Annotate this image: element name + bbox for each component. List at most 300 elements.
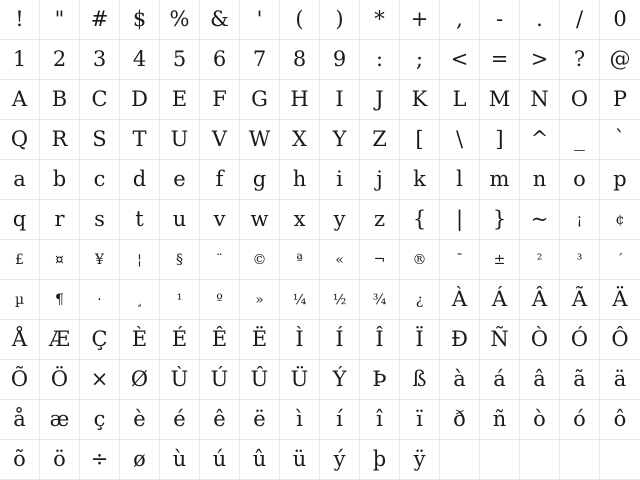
glyph-cell[interactable]: [480, 360, 520, 400]
glyph-cell[interactable]: [0, 280, 40, 320]
glyph-cell[interactable]: [160, 280, 200, 320]
glyph-character: M: [488, 87, 511, 111]
glyph-cell[interactable]: [440, 280, 480, 320]
glyph-cell[interactable]: [80, 80, 120, 120]
glyph-cell[interactable]: [160, 40, 200, 80]
glyph-cell[interactable]: [560, 0, 600, 40]
glyph-cell[interactable]: [160, 160, 200, 200]
glyph-cell[interactable]: [80, 0, 120, 40]
glyph-character: Z: [372, 127, 387, 151]
glyph-cell[interactable]: [520, 0, 560, 40]
glyph-cell[interactable]: [440, 120, 480, 160]
glyph-cell[interactable]: [80, 360, 120, 400]
glyph-cell[interactable]: [80, 160, 120, 200]
glyph-cell[interactable]: [40, 400, 80, 440]
glyph-cell[interactable]: [560, 240, 600, 280]
glyph-cell[interactable]: [400, 80, 440, 120]
glyph-character: ': [256, 7, 263, 31]
glyph-cell[interactable]: [240, 160, 280, 200]
glyph-cell[interactable]: [360, 0, 400, 40]
glyph-cell[interactable]: [0, 40, 40, 80]
glyph-cell[interactable]: [200, 40, 240, 80]
glyph-cell[interactable]: [200, 440, 240, 480]
glyph-cell[interactable]: [320, 160, 360, 200]
glyph-cell[interactable]: [80, 400, 120, 440]
glyph-cell[interactable]: [600, 80, 640, 120]
glyph-character: }: [492, 207, 507, 231]
glyph-cell[interactable]: [520, 360, 560, 400]
glyph-character: u: [172, 207, 187, 231]
glyph-cell[interactable]: [360, 360, 400, 400]
glyph-cell[interactable]: [440, 400, 480, 440]
glyph-character: î: [376, 407, 383, 431]
glyph-character: m: [489, 167, 510, 191]
glyph-cell[interactable]: [200, 0, 240, 40]
glyph-cell[interactable]: [400, 160, 440, 200]
glyph-cell[interactable]: [320, 440, 360, 480]
glyph-character: q: [12, 207, 27, 231]
glyph-cell[interactable]: [320, 400, 360, 440]
glyph-cell[interactable]: [440, 160, 480, 200]
glyph-character: U: [170, 127, 189, 151]
glyph-cell[interactable]: [240, 400, 280, 440]
glyph-cell[interactable]: [400, 440, 440, 480]
glyph-character: H: [290, 87, 309, 111]
glyph-cell[interactable]: [80, 320, 120, 360]
glyph-cell[interactable]: [360, 80, 400, 120]
glyph-character: ?: [573, 47, 586, 71]
glyph-character: *: [374, 7, 385, 31]
glyph-cell[interactable]: [0, 400, 40, 440]
glyph-cell[interactable]: [40, 120, 80, 160]
glyph-cell[interactable]: [360, 280, 400, 320]
glyph-character: â: [533, 367, 546, 391]
glyph-cell[interactable]: [0, 120, 40, 160]
glyph-cell[interactable]: [200, 200, 240, 240]
glyph-cell[interactable]: [280, 40, 320, 80]
glyph-cell[interactable]: [480, 200, 520, 240]
glyph-cell[interactable]: [200, 240, 240, 280]
glyph-character: µ: [14, 291, 25, 308]
glyph-character: ì: [296, 407, 303, 431]
glyph-character: ó: [573, 407, 586, 431]
glyph-character: d: [132, 167, 147, 191]
glyph-cell[interactable]: [40, 320, 80, 360]
glyph-cell[interactable]: [240, 320, 280, 360]
glyph-cell[interactable]: [160, 400, 200, 440]
glyph-cell[interactable]: [560, 400, 600, 440]
glyph-cell[interactable]: [600, 360, 640, 400]
glyph-cell[interactable]: [440, 80, 480, 120]
glyph-character: ³: [576, 251, 583, 268]
glyph-character: 6: [212, 47, 227, 71]
glyph-cell[interactable]: [240, 200, 280, 240]
glyph-cell[interactable]: [280, 240, 320, 280]
glyph-cell[interactable]: [280, 200, 320, 240]
glyph-character: L: [452, 87, 467, 111]
glyph-character: ö: [53, 447, 66, 471]
glyph-character: Ú: [210, 367, 229, 391]
glyph-character: ~: [530, 207, 549, 231]
glyph-cell[interactable]: [480, 160, 520, 200]
glyph-cell[interactable]: [280, 80, 320, 120]
glyph-character: Ô: [611, 327, 629, 351]
glyph-character: Å: [11, 327, 28, 351]
glyph-character: «: [335, 251, 344, 268]
glyph-cell[interactable]: [240, 440, 280, 480]
glyph-cell[interactable]: [520, 120, 560, 160]
glyph-cell[interactable]: [160, 120, 200, 160]
glyph-cell[interactable]: [520, 400, 560, 440]
glyph-cell[interactable]: [440, 240, 480, 280]
glyph-cell[interactable]: [600, 280, 640, 320]
glyph-cell[interactable]: [520, 80, 560, 120]
glyph-cell[interactable]: [280, 440, 320, 480]
glyph-cell[interactable]: [360, 160, 400, 200]
glyph-cell[interactable]: [560, 200, 600, 240]
glyph-character: Ç: [91, 327, 108, 351]
glyph-character: ¾: [372, 291, 387, 308]
glyph-character: ¿: [415, 291, 424, 308]
glyph-cell[interactable]: [600, 440, 640, 480]
glyph-character: [: [415, 127, 424, 151]
glyph-cell[interactable]: [120, 400, 160, 440]
glyph-character: X: [292, 127, 307, 151]
glyph-character: Ø: [130, 367, 149, 391]
glyph-cell[interactable]: [200, 400, 240, 440]
glyph-character: e: [173, 167, 186, 191]
glyph-cell[interactable]: [80, 240, 120, 280]
glyph-character: B: [51, 87, 68, 111]
glyph-cell[interactable]: [400, 360, 440, 400]
glyph-cell[interactable]: [320, 360, 360, 400]
glyph-character: ð: [453, 407, 466, 431]
glyph-character: à: [453, 367, 466, 391]
glyph-character: ¸: [136, 291, 143, 308]
glyph-character: &: [210, 7, 229, 31]
glyph-cell[interactable]: [240, 120, 280, 160]
glyph-character: ¡: [576, 211, 583, 228]
glyph-cell[interactable]: [40, 440, 80, 480]
glyph-cell[interactable]: [360, 120, 400, 160]
glyph-cell[interactable]: [200, 280, 240, 320]
glyph-cell[interactable]: [560, 280, 600, 320]
glyph-character: ;: [415, 47, 424, 71]
glyph-cell[interactable]: [440, 440, 480, 480]
glyph-cell[interactable]: [360, 40, 400, 80]
glyph-character: È: [131, 327, 148, 351]
glyph-character: Ð: [451, 327, 468, 351]
glyph-character: g: [252, 167, 267, 191]
glyph-character: ø: [133, 447, 146, 471]
glyph-cell[interactable]: [200, 80, 240, 120]
glyph-cell[interactable]: [560, 360, 600, 400]
glyph-character: ´: [616, 251, 624, 268]
glyph-character: v: [213, 207, 226, 231]
glyph-cell[interactable]: [520, 440, 560, 480]
glyph-cell[interactable]: [600, 400, 640, 440]
glyph-character: Ý: [332, 367, 347, 391]
glyph-cell[interactable]: [120, 440, 160, 480]
glyph-cell[interactable]: [40, 360, 80, 400]
glyph-character: ¯: [456, 251, 463, 268]
glyph-cell[interactable]: [40, 160, 80, 200]
glyph-cell[interactable]: [280, 280, 320, 320]
glyph-cell[interactable]: [600, 240, 640, 280]
glyph-cell[interactable]: [280, 320, 320, 360]
glyph-cell[interactable]: [240, 0, 280, 40]
glyph-cell[interactable]: [320, 120, 360, 160]
glyph-cell[interactable]: [400, 40, 440, 80]
glyph-character: æ: [49, 407, 70, 431]
glyph-character: I: [335, 87, 344, 111]
glyph-cell[interactable]: [160, 240, 200, 280]
glyph-cell[interactable]: [600, 0, 640, 40]
glyph-cell[interactable]: [280, 400, 320, 440]
glyph-character: ß: [412, 367, 427, 391]
glyph-character: ¢: [615, 211, 625, 228]
glyph-cell[interactable]: [400, 0, 440, 40]
glyph-character: |: [455, 207, 464, 231]
glyph-cell[interactable]: [200, 160, 240, 200]
glyph-cell[interactable]: [560, 120, 600, 160]
glyph-cell[interactable]: [40, 280, 80, 320]
glyph-character: b: [52, 167, 67, 191]
glyph-character: <: [450, 47, 469, 71]
glyph-cell[interactable]: [120, 40, 160, 80]
glyph-cell[interactable]: [240, 280, 280, 320]
glyph-cell[interactable]: [80, 120, 120, 160]
glyph-cell[interactable]: [280, 360, 320, 400]
glyph-character: N: [530, 87, 549, 111]
glyph-cell[interactable]: [400, 120, 440, 160]
glyph-cell[interactable]: [480, 80, 520, 120]
glyph-character: ò: [533, 407, 546, 431]
glyph-character: ^: [530, 127, 549, 151]
glyph-character: `: [614, 127, 626, 151]
glyph-character: T: [132, 127, 147, 151]
glyph-cell[interactable]: [520, 40, 560, 80]
glyph-cell[interactable]: [0, 440, 40, 480]
glyph-cell[interactable]: [40, 200, 80, 240]
glyph-cell[interactable]: [240, 80, 280, 120]
glyph-cell[interactable]: [480, 280, 520, 320]
glyph-cell[interactable]: [600, 200, 640, 240]
glyph-cell[interactable]: [200, 120, 240, 160]
glyph-character: 2: [52, 47, 67, 71]
glyph-cell[interactable]: [480, 40, 520, 80]
glyph-cell[interactable]: [320, 40, 360, 80]
glyph-cell[interactable]: [560, 160, 600, 200]
glyph-cell[interactable]: [400, 200, 440, 240]
glyph-cell[interactable]: [0, 320, 40, 360]
glyph-character: Û: [250, 367, 269, 391]
glyph-cell[interactable]: [360, 240, 400, 280]
glyph-cell[interactable]: [400, 400, 440, 440]
glyph-character: ,: [456, 7, 463, 31]
glyph-character: ®: [412, 251, 427, 268]
glyph-cell[interactable]: [400, 280, 440, 320]
glyph-character: Õ: [10, 367, 29, 391]
glyph-character: 4: [132, 47, 147, 71]
glyph-character: Ë: [251, 327, 268, 351]
glyph-character: ¥: [95, 251, 104, 268]
glyph-character: G: [251, 87, 268, 111]
glyph-character: C: [91, 87, 108, 111]
glyph-cell[interactable]: [400, 320, 440, 360]
glyph-cell[interactable]: [560, 320, 600, 360]
glyph-cell[interactable]: [600, 320, 640, 360]
glyph-character: ÿ: [413, 447, 426, 471]
glyph-cell[interactable]: [160, 320, 200, 360]
glyph-cell[interactable]: [280, 120, 320, 160]
glyph-character: §: [176, 251, 183, 268]
glyph-character: ¦: [137, 251, 142, 268]
glyph-cell[interactable]: [440, 320, 480, 360]
glyph-cell[interactable]: [160, 360, 200, 400]
glyph-cell[interactable]: [0, 360, 40, 400]
glyph-cell[interactable]: [160, 440, 200, 480]
glyph-character: è: [133, 407, 146, 431]
glyph-cell[interactable]: [120, 360, 160, 400]
glyph-cell[interactable]: [320, 320, 360, 360]
glyph-cell[interactable]: [360, 200, 400, 240]
glyph-cell[interactable]: [480, 240, 520, 280]
glyph-character: þ: [372, 447, 387, 471]
glyph-cell[interactable]: [440, 40, 480, 80]
glyph-character: K: [411, 87, 428, 111]
glyph-cell[interactable]: [280, 160, 320, 200]
glyph-cell[interactable]: [600, 120, 640, 160]
glyph-cell[interactable]: [520, 200, 560, 240]
glyph-character: ¼: [292, 291, 307, 308]
glyph-cell[interactable]: [40, 40, 80, 80]
glyph-character: P: [612, 87, 628, 111]
glyph-cell[interactable]: [600, 160, 640, 200]
glyph-cell[interactable]: [120, 320, 160, 360]
glyph-cell[interactable]: [520, 160, 560, 200]
glyph-cell[interactable]: [360, 400, 400, 440]
glyph-cell[interactable]: [440, 200, 480, 240]
glyph-character: Q: [10, 127, 29, 151]
glyph-cell[interactable]: [120, 200, 160, 240]
glyph-character: Þ: [372, 367, 387, 391]
glyph-cell[interactable]: [240, 360, 280, 400]
glyph-character: À: [451, 287, 468, 311]
glyph-cell[interactable]: [480, 0, 520, 40]
glyph-cell[interactable]: [120, 0, 160, 40]
glyph-cell[interactable]: [560, 80, 600, 120]
glyph-cell[interactable]: [80, 280, 120, 320]
glyph-cell[interactable]: [40, 80, 80, 120]
glyph-cell[interactable]: [40, 240, 80, 280]
glyph-character: r: [54, 207, 65, 231]
glyph-character: .: [536, 7, 543, 31]
glyph-character: ²: [536, 251, 543, 268]
glyph-character: \: [455, 127, 464, 151]
glyph-cell[interactable]: [120, 120, 160, 160]
glyph-character: w: [250, 207, 269, 231]
glyph-cell[interactable]: [360, 320, 400, 360]
glyph-cell[interactable]: [320, 80, 360, 120]
glyph-character: ï: [416, 407, 423, 431]
glyph-cell[interactable]: [320, 200, 360, 240]
glyph-cell[interactable]: [560, 440, 600, 480]
glyph-character: >: [530, 47, 549, 71]
glyph-cell[interactable]: [40, 0, 80, 40]
glyph-cell[interactable]: [320, 0, 360, 40]
glyph-cell[interactable]: [480, 320, 520, 360]
glyph-character: ã: [573, 367, 586, 391]
glyph-cell[interactable]: [120, 240, 160, 280]
glyph-cell[interactable]: [320, 280, 360, 320]
glyph-cell[interactable]: [80, 40, 120, 80]
glyph-cell[interactable]: [160, 80, 200, 120]
glyph-character: Ò: [530, 327, 549, 351]
glyph-cell[interactable]: [360, 440, 400, 480]
glyph-character: á: [493, 367, 506, 391]
glyph-cell[interactable]: [160, 200, 200, 240]
glyph-cell[interactable]: [480, 440, 520, 480]
glyph-cell[interactable]: [200, 360, 240, 400]
glyph-cell[interactable]: [480, 400, 520, 440]
glyph-cell[interactable]: [0, 160, 40, 200]
glyph-cell[interactable]: [240, 240, 280, 280]
glyph-cell[interactable]: [600, 40, 640, 80]
glyph-character: f: [215, 167, 224, 191]
glyph-character: Ì: [295, 327, 304, 351]
glyph-cell[interactable]: [200, 320, 240, 360]
glyph-cell[interactable]: [280, 0, 320, 40]
glyph-cell[interactable]: [520, 320, 560, 360]
glyph-character: ¤: [55, 251, 64, 268]
glyph-cell[interactable]: [80, 440, 120, 480]
glyph-character: ¨: [216, 251, 223, 268]
glyph-character: ô: [613, 407, 627, 431]
glyph-character: ½: [332, 291, 347, 308]
glyph-character: #: [90, 7, 109, 31]
glyph-character: Ó: [570, 327, 589, 351]
glyph-cell[interactable]: [0, 240, 40, 280]
glyph-cell[interactable]: [320, 240, 360, 280]
glyph-character: a: [13, 167, 26, 191]
glyph-cell[interactable]: [0, 80, 40, 120]
glyph-character: n: [532, 167, 547, 191]
glyph-cell[interactable]: [0, 0, 40, 40]
glyph-character: 5: [172, 47, 187, 71]
glyph-cell[interactable]: [160, 0, 200, 40]
glyph-cell[interactable]: [520, 280, 560, 320]
glyph-cell[interactable]: [480, 120, 520, 160]
glyph-cell[interactable]: [120, 160, 160, 200]
glyph-character: Ö: [50, 367, 69, 391]
glyph-character: i: [336, 167, 343, 191]
glyph-cell[interactable]: [520, 240, 560, 280]
glyph-character: ±: [493, 251, 506, 268]
glyph-cell[interactable]: [240, 40, 280, 80]
glyph-cell[interactable]: [400, 240, 440, 280]
glyph-cell[interactable]: [440, 360, 480, 400]
glyph-cell[interactable]: [0, 200, 40, 240]
glyph-cell[interactable]: [80, 200, 120, 240]
glyph-cell[interactable]: [120, 80, 160, 120]
glyph-cell[interactable]: [120, 280, 160, 320]
glyph-character: l: [456, 167, 463, 191]
glyph-character: Ä: [612, 287, 628, 311]
glyph-cell[interactable]: [440, 0, 480, 40]
glyph-cell[interactable]: [560, 40, 600, 80]
glyph-character: 7: [252, 47, 267, 71]
